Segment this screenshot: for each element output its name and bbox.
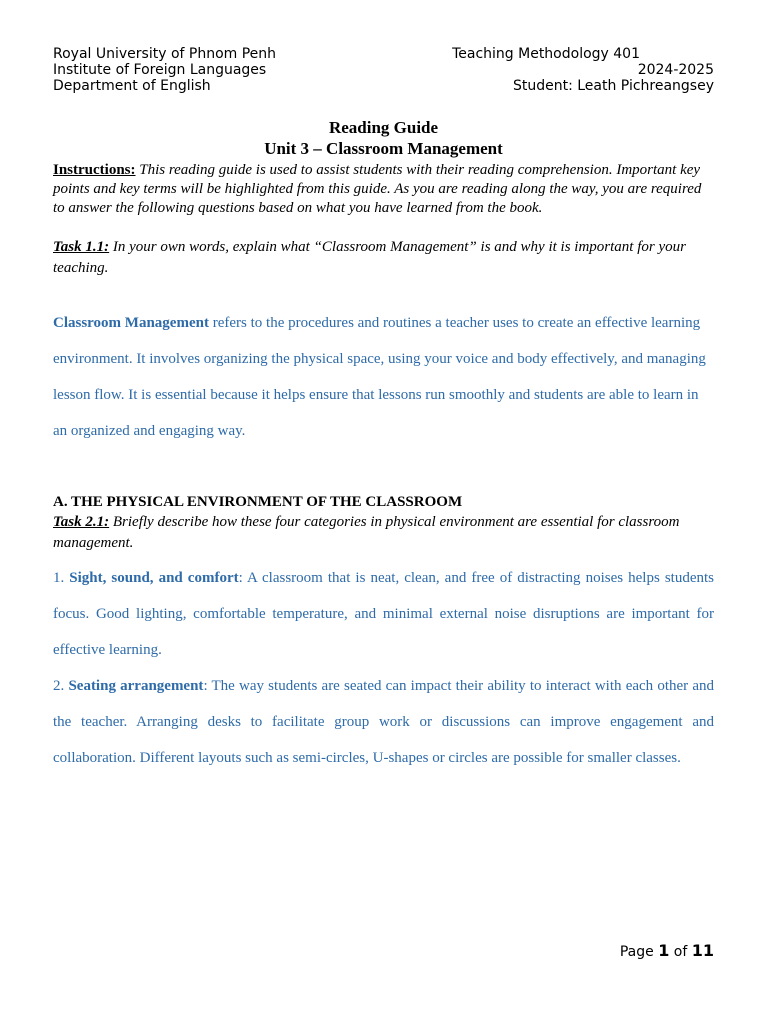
- section-a-heading: A. THE PHYSICAL ENVIRONMENT OF THE CLASSROOM: [53, 494, 463, 510]
- university-name: Royal University of Phnom Penh: [53, 46, 277, 62]
- document-title: [53, 117, 714, 159]
- item-1-text: : A classroom that is neat, clean, and free of distracting noises helps students focus. Good lighting, comfortable temperature, and minimal external noise disruptions are important for effective learning.: [53, 570, 714, 658]
- answer-1-1-term: Classroom Management: [53, 315, 209, 331]
- institute-name: Institute of Foreign Languages: [53, 62, 267, 78]
- item-2-text: : The way students are seated can impact their ability to interact with each other and the teacher. Arranging desks to facilitate group work or discussions can improve engagement and collaboration. Different layouts such as semi-circles, U-shapes or circles are possible for smaller classes.: [53, 678, 715, 766]
- of-word: of: [669, 944, 692, 960]
- academic-year: 2024-2025: [637, 62, 714, 78]
- department-name: Department of English: [53, 78, 211, 94]
- page-number: [620, 941, 714, 960]
- instructions-label: Instructions:: [53, 162, 136, 178]
- instructions: [53, 161, 714, 218]
- instructions-text: This reading guide is used to assist students with their reading comprehension. Important key points and key terms will be highlighted from this guide. As you are reading along the way, you are required to answer the following questions based on what you have learned from the book.: [53, 162, 702, 216]
- task-2-1-text: Briefly describe how these four categories in physical environment are essential for classroom management.: [53, 514, 680, 551]
- page-word: Page: [619, 944, 659, 960]
- task-2-1: [53, 512, 714, 554]
- answer-1-1: [53, 305, 714, 449]
- item-2-term: Seating arrangement: [68, 678, 204, 694]
- title-line-1: Reading Guide: [328, 118, 439, 137]
- task-1-1-label: Task 1.1:: [53, 239, 110, 255]
- total-pages: 11: [691, 941, 714, 960]
- item-1-term: Sight, sound, and comfort: [69, 570, 239, 586]
- header-right: [452, 46, 714, 94]
- task-1-1-text: In your own words, explain what “Classroom Management” is and why it is important for your teaching.: [53, 239, 686, 276]
- answer-item-1: [53, 560, 714, 668]
- current-page: 1: [658, 941, 670, 960]
- task-1-1: [53, 237, 714, 279]
- item-2-number: 2.: [53, 678, 69, 694]
- header-left: [53, 46, 276, 94]
- answer-item-2: [53, 668, 714, 776]
- student-name: Student: Leath Pichreangsey: [512, 78, 714, 94]
- course-name: Teaching Methodology 401: [452, 46, 640, 62]
- title-line-2: Unit 3 – Classroom Management: [264, 139, 503, 158]
- item-1-number: 1.: [53, 570, 70, 586]
- task-2-1-label: Task 2.1:: [53, 514, 110, 530]
- answer-1-1-text: refers to the procedures and routines a teacher uses to create an effective learning environment. It involves organizing the physical space, using your voice and body effectively, and managing lesson flow. It is essential because it helps ensure that lessons run smoothly and students are able to learn in an organized and engaging way.: [53, 315, 706, 439]
